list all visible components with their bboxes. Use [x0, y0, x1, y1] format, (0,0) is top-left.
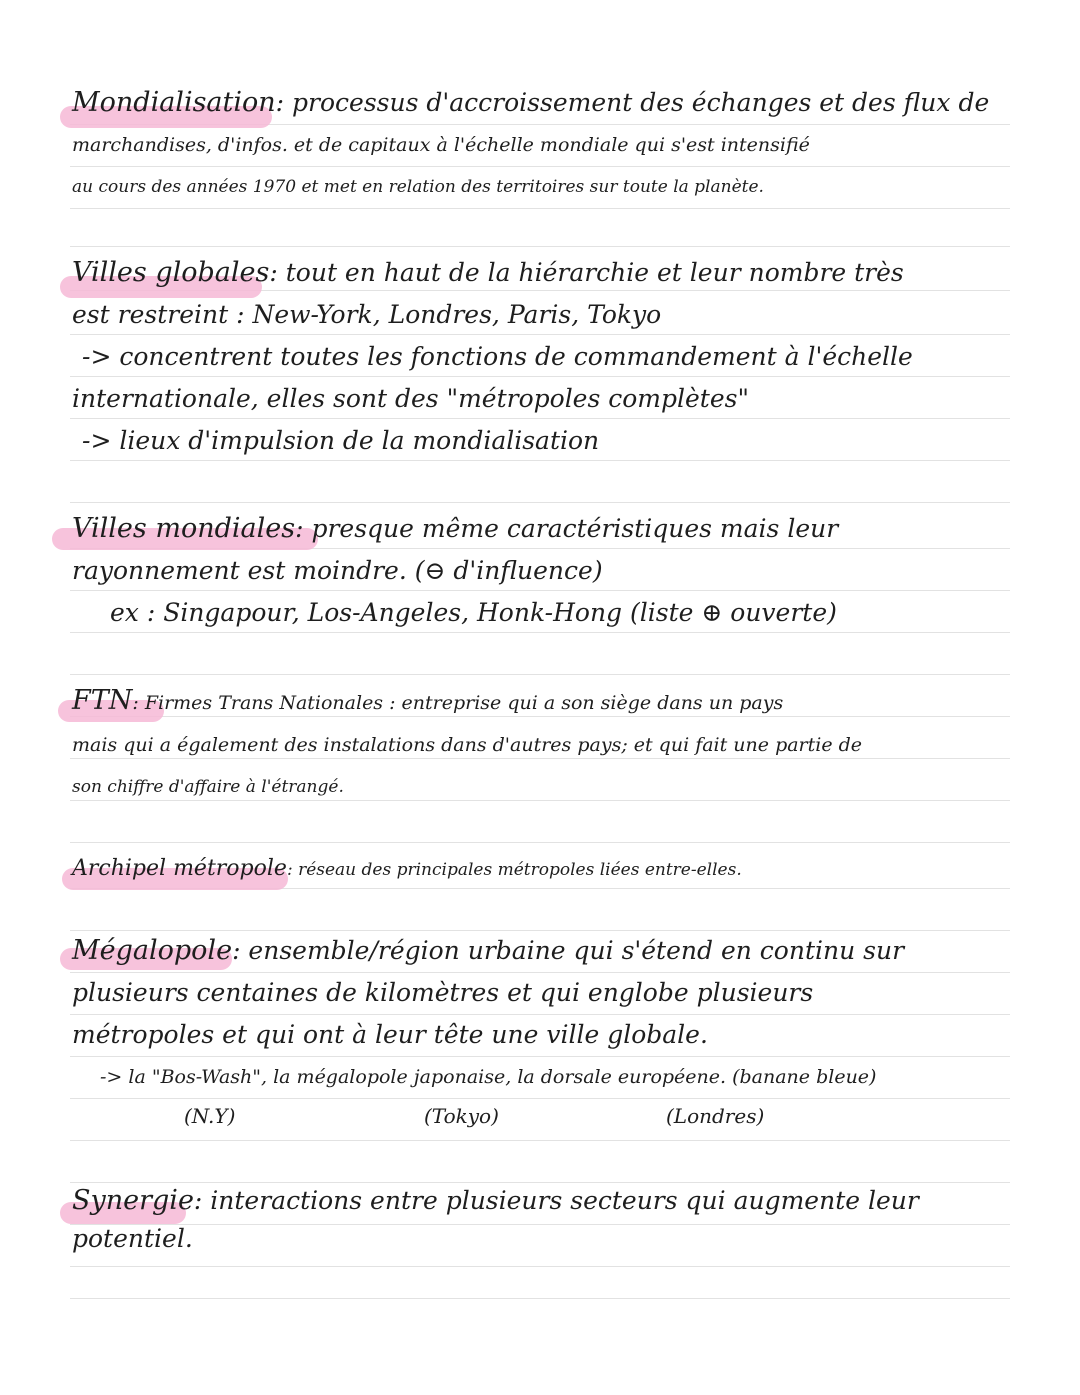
- term: FTN: [72, 685, 133, 716]
- definition-villes-globales: [72, 252, 1012, 462]
- term: Mondialisation: [72, 87, 276, 118]
- ruled-line: [70, 246, 1010, 247]
- term: Mégalopole: [72, 935, 233, 966]
- definition-text: : presque même caractéristiques mais leur: [295, 514, 839, 543]
- sublabel-tokyo: (Tokyo): [424, 1104, 499, 1128]
- definition-text: marchandises, d'infos. et de capitaux à l'échelle mondiale qui s'est intensifié: [72, 134, 810, 156]
- ruled-line: [70, 842, 1010, 843]
- ruled-line: [70, 1098, 1010, 1099]
- definition-text: métropoles et qui ont à leur tête une ville globale.: [72, 1020, 708, 1049]
- definition-text: : processus d'accroissement des échanges et des flux de: [275, 88, 990, 117]
- definition-synergie: [72, 1180, 1012, 1256]
- ruled-line: [70, 1298, 1010, 1299]
- definition-mondialisation: [72, 82, 1012, 208]
- definition-archipel-metropole: [72, 848, 1012, 891]
- term: Villes mondiales: [72, 513, 296, 544]
- definition-text: rayonnement est moindre. (⊖ d'influence): [72, 556, 603, 585]
- definition-text: : interactions entre plusieurs secteurs qui augmente leur: [193, 1186, 919, 1215]
- term: Villes globales: [72, 257, 270, 288]
- definition-text: potentiel.: [72, 1224, 193, 1253]
- term: Archipel métropole: [72, 856, 287, 881]
- definition-text: mais qui a également des instalations dans d'autres pays; et qui fait une partie de: [72, 734, 863, 756]
- definition-megalopole: [72, 930, 1012, 1098]
- definition-text: -> la "Bos-Wash", la mégalopole japonaise, la dorsale européene. (banane bleue): [100, 1066, 877, 1088]
- definition-text: internationale, elles sont des "métropoles complètes": [72, 384, 749, 413]
- definition-text: -> lieux d'impulsion de la mondialisation: [82, 426, 600, 455]
- ruled-line: [70, 502, 1010, 503]
- definition-text: : tout en haut de la hiérarchie et leur nombre très: [269, 258, 904, 287]
- definition-text: ex : Singapour, Los-Angeles, Honk-Hong (liste ⊕ ouverte): [110, 598, 837, 627]
- ruled-line: [70, 208, 1010, 209]
- definition-text: plusieurs centaines de kilomètres et qui englobe plusieurs: [72, 978, 814, 1007]
- ruled-line: [70, 1140, 1010, 1141]
- definition-text: est restreint : New-York, Londres, Paris, Tokyo: [72, 300, 662, 329]
- definition-text: : Firmes Trans Nationales : entreprise qui a son siège dans un pays: [132, 692, 784, 714]
- definition-text: : ensemble/région urbaine qui s'étend en continu sur: [232, 936, 905, 965]
- definition-text: son chiffre d'affaire à l'étrangé.: [72, 777, 344, 797]
- sublabel-londres: (Londres): [666, 1104, 765, 1128]
- definition-villes-mondiales: [72, 508, 1012, 634]
- definition-ftn: [72, 680, 1012, 808]
- ruled-line: [70, 1266, 1010, 1267]
- term: Synergie: [72, 1185, 194, 1216]
- definition-text: au cours des années 1970 et met en relation des territoires sur toute la planète.: [72, 177, 764, 197]
- definition-text: : réseau des principales métropoles liées entre-elles.: [286, 860, 742, 880]
- definition-text: -> concentrent toutes les fonctions de commandement à l'échelle: [82, 342, 913, 371]
- ruled-line: [70, 674, 1010, 675]
- sublabel-ny: (N.Y): [184, 1104, 236, 1128]
